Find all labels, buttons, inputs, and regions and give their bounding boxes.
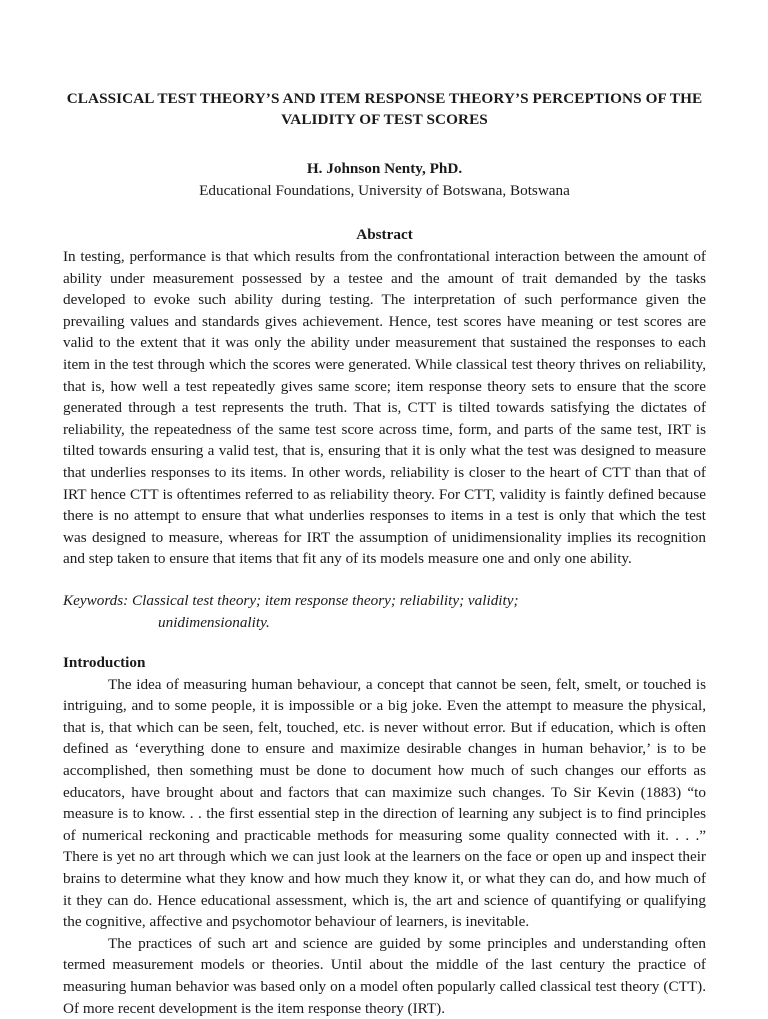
keywords-block bbox=[63, 590, 706, 633]
abstract-text: In testing, performance is that which results from the confrontational interaction between the amount of ability under measurement possessed by a testee and the amount of trait demanded by the tasks developed to evoke such ability during testing. The interpretation of such performance given the prevailing values and standards gives achievement. Hence, test scores have meaning or test scores are valid to the extent that it was only the ability under measurement that sustained the responses to each item in the test through which the scores were generated. While classical test theory thrives on reliability, that is, how well a test repeatedly gives same score; item response theory sets to ensure that the score generated through a test represents the truth. That is, CTT is tilted towards satisfying the dictates of reliability, the repeatedness of the same test score across time, form, and parts of the same test, IRT is tilted towards ensuring a valid test, that is, ensuring that it is only what the test was designed to measure that underlies responses to its items. In other words, reliability is closer to the heart of CTT than that of IRT hence CTT is oftentimes referred to as reliability theory. For CTT, validity is faintly defined because there is no attempt to ensure that what underlies responses to items in a test is only that which the test was designed to measure, whereas for IRT the assumption of unidimensionality implies its recognition and step taken to ensure that items that fit any of its models measure one and only one ability. bbox=[63, 248, 706, 568]
author-name: H. Johnson Nenty, PhD. bbox=[306, 160, 463, 177]
abstract-heading: Abstract bbox=[356, 226, 413, 243]
keywords-line-1: Keywords: Classical test theory; item response theory; reliability; validity; bbox=[63, 591, 519, 609]
keywords-line-2: unidimensionality. bbox=[158, 613, 270, 631]
introduction-paragraph-2: The practices of such art and science are guided by some principles and understanding often termed measurement models or theories. Until about the middle of the last century the practice of measuring human behavior was based only on a model often popularly called classical test theory (CTT). Of more recent development is the item response theory (IRT). bbox=[63, 934, 706, 1017]
introduction-heading: Introduction bbox=[63, 654, 146, 672]
author-block bbox=[63, 158, 706, 201]
page-title: CLASSICAL TEST THEORY’S AND ITEM RESPONSE THEORY’S PERCEPTIONS OF THE VALIDITY OF TEST SCORES bbox=[66, 90, 703, 128]
introduction-paragraph-1: The idea of measuring human behaviour, a concept that cannot be seen, felt, smelt, or touched is intriguing, and to some people, it is impossible or a big joke. Even the attempt to measure the physical, that is, that which can be seen, felt, touched, etc. is never without error. But if education, which is often defined as ‘everything done to ensure and maximize desirable changes in human behavior,’ is to be accomplished, then something must be done to document how much of such changes our efforts as educators, have brought about and factors that can maximize such changes. To Sir Kevin (1883) “to measure is to know. . . the first essential step in the direction of learning any subject is to find principles of numerical reckoning and practicable methods for measuring some quality connected with it. . . .” There is yet no art through which we can just look at the learners on the face or open up and inspect their brains to determine what they know and how much they know it, or what they can do, and how much of it they can do. Hence educational assessment, which is, the art and science of quantifying or qualifying the cognitive, affective and psychomotor behaviour of learners, is inevitable. bbox=[63, 675, 706, 931]
author-affiliation: Educational Foundations, University of Botswana, Botswana bbox=[199, 182, 570, 199]
